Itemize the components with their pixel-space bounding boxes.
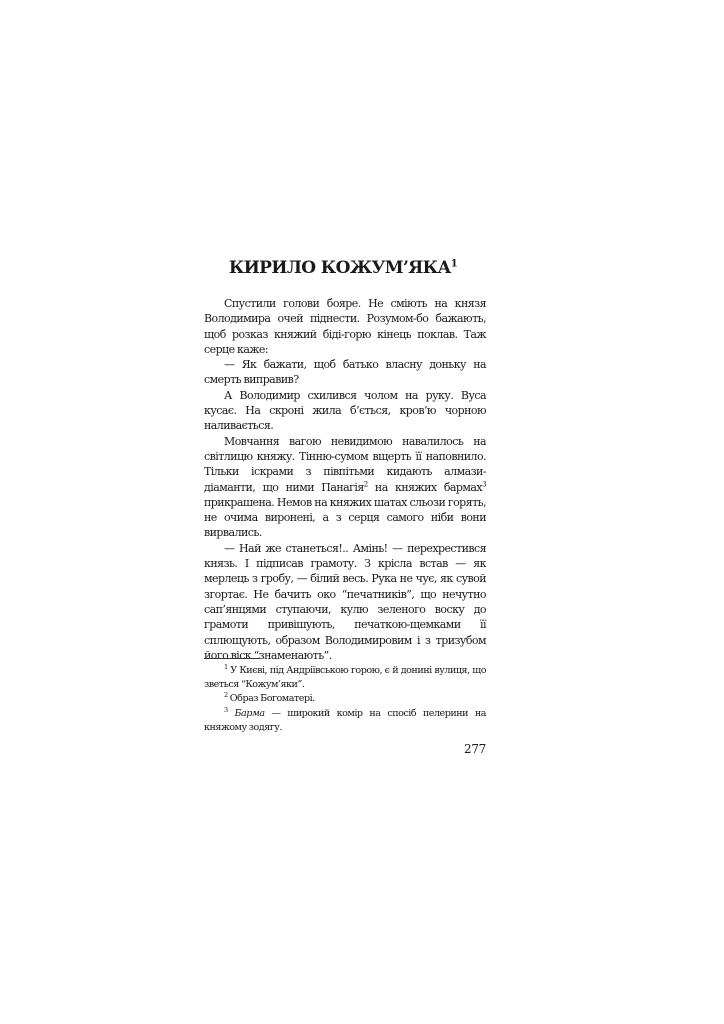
paragraph: — Як бажати, щоб батько власну доньку на смерть виправив?: [204, 358, 486, 387]
footnote-text: У Києві, під Андріївською горою, є й донині вулиця, що зветься “Кожум’яки”.: [204, 665, 486, 691]
chapter-title: [200, 258, 486, 278]
footnote-3: [204, 707, 486, 735]
footnote-divider: [204, 658, 260, 659]
footnote-number: 1: [224, 662, 228, 671]
footnote-ref-2: 2: [363, 479, 368, 488]
footnote-1: [204, 664, 486, 692]
body-text: [204, 296, 486, 663]
footnote-number: 2: [224, 691, 228, 700]
paragraph: Спустили голови бояре. Не сміють на князя Володимира очей піднести. Розумом-бо бажають, щоб розказ княжий біді-горю кінець поклав. Таж серце каже:: [204, 297, 486, 356]
paragraph-part: прикрашена. Немов на княжих шатах сльози горять, не очима виронені, а з серця самого ніби вони вирвались.: [204, 495, 486, 540]
footnote-ref-1: 1: [450, 258, 458, 270]
footnote-term: Барма: [234, 707, 265, 719]
footnotes: [204, 664, 486, 735]
footnote-2: [204, 692, 486, 706]
chapter-title-text: КИРИЛО КОЖУМ’ЯКА: [228, 258, 451, 278]
footnote-text: — широкий комір на спосіб пелерини на княжому зодягу.: [204, 707, 486, 733]
paragraph-part: Мовчання вагою невидимою навалилось на світлицю княжу. Тінню-сумом вщерть її наповнило. Тільки іскрами з півпітьми кидають алмази-діаманти, що ними Панагія: [204, 434, 486, 494]
footnote-ref-3: 3: [482, 479, 486, 488]
paragraph: А Володимир схилився чолом на руку. Вуса кусає. На скроні жила б’ється, кров’ю чорною наливається.: [204, 388, 486, 433]
page-number: 277: [463, 742, 486, 756]
paragraph: — Най же станеться!.. Амінь! — перехрестився князь. І підписав грамоту. З крісла встав — як мерлець з гробу, — білий весь. Рука не чує, як сувой згортає. Не бачить око “печатників”, що нечутно сап’янцями ступаючи, кулю зеленого воску до грамоти привішують, печаткою-щемками її сплющують, образом Володимировим і з тризубом його віск “знаменають”.: [204, 541, 486, 662]
paragraph-part: на княжих бармах: [367, 480, 483, 494]
footnote-text: Образ Богоматері.: [229, 693, 315, 705]
footnote-number: 3: [224, 705, 228, 714]
paragraph: [204, 434, 486, 541]
